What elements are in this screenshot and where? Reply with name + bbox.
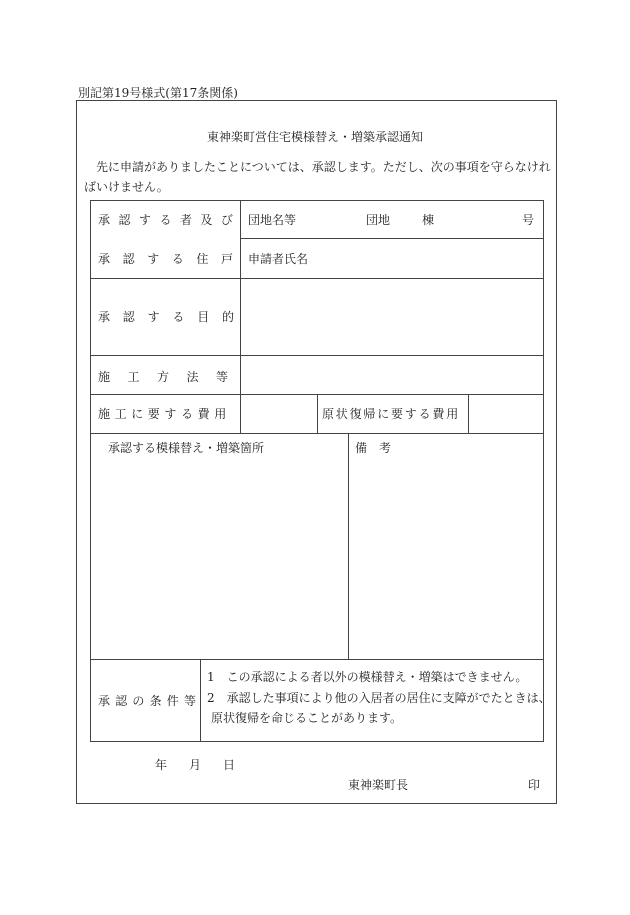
location-remarks-divider [348, 433, 349, 659]
method-label: 施工方法等 [98, 370, 246, 384]
condition-item-2: 2 承認した事項により他の入居者の居住に支障がでたときは、 [207, 691, 551, 705]
table-rule-complex [240, 238, 544, 239]
complex-name-label: 団地名等 [248, 213, 297, 227]
notice-table [90, 200, 551, 742]
form-number: 別記第19号様式(第17条関係) [78, 86, 238, 100]
table-border-bottom [90, 741, 544, 742]
applicant-name-label: 申請者氏名 [248, 252, 309, 266]
date-year: 年 [155, 758, 168, 772]
table-border-left [90, 200, 91, 742]
condition-item-2-continued: 原状復帰を命じることがあります。 [211, 711, 403, 725]
building-label: 棟 [422, 213, 435, 227]
table-rule-purpose [90, 355, 544, 356]
target-label-line1: 承 認 す る 者 及 び [98, 213, 233, 227]
intro-text: 先に申請がありましたことについては、承認します。ただし、次の事項を守らなければいけません。 [84, 160, 551, 194]
unit-label: 号 [522, 213, 535, 227]
conditions-label: 承認の条件等 [98, 694, 202, 708]
condition-item-1: 1 この承認による者以外の模様替え・増築はできません。 [207, 670, 528, 684]
date-line [155, 756, 235, 773]
table-border-top [90, 200, 544, 201]
date-day: 日 [222, 758, 235, 772]
restoration-cost-label: 原状復帰に要する費用 [322, 407, 461, 421]
purpose-label: 承認する目的 [98, 310, 247, 324]
cost-divider-1 [317, 394, 318, 433]
location-label: 承認する模様替え・増築箇所 [108, 441, 265, 455]
table-rule-location [90, 659, 544, 660]
date-month: 月 [188, 758, 201, 772]
remarks-label: 備 考 [355, 441, 392, 455]
cost-divider-2 [468, 394, 469, 433]
seal-mark: 印 [528, 778, 541, 792]
complex-label: 団地 [366, 213, 391, 227]
target-label-line2: 承 認 す る 住 戸 [98, 252, 233, 266]
table-border-right [543, 200, 544, 742]
table-rule-applicant [90, 278, 544, 279]
issuer-name: 東神楽町長 [348, 778, 409, 792]
table-rule-cost [90, 433, 544, 434]
document-title: 東神楽町営住宅模様替え・増築承認通知 [206, 130, 423, 144]
construction-cost-label: 施工に要する費用 [98, 407, 231, 421]
